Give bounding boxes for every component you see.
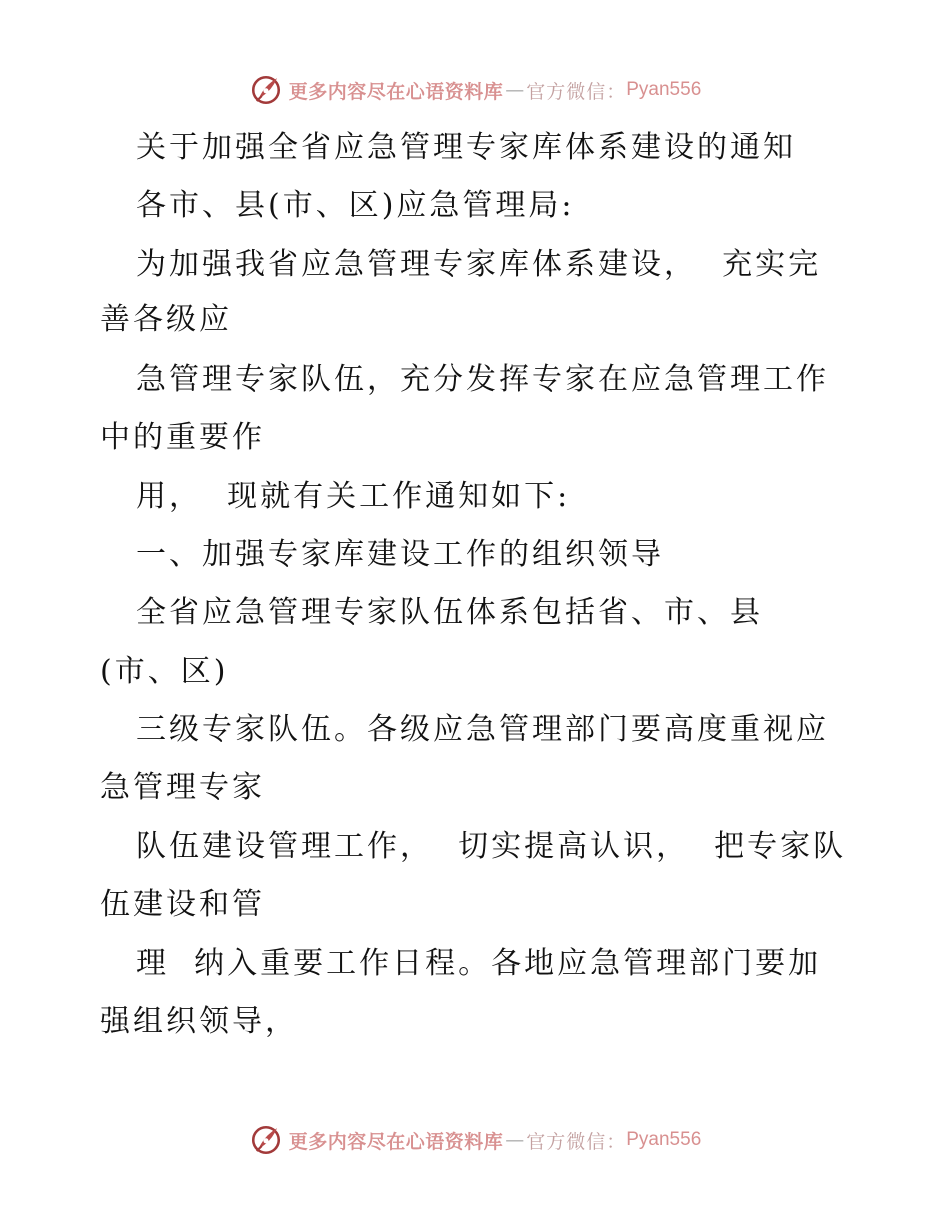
watermark-banner-top xyxy=(0,70,950,110)
watermark-sub-text: 官方微信： xyxy=(526,80,627,103)
watermark-banner-bottom xyxy=(0,1120,950,1160)
watermark-wechat-id: Pyan556 xyxy=(626,1129,702,1150)
body-line: 中的重要作 xyxy=(100,420,265,455)
body-line: 全省应急管理专家队伍体系包括省、市、县 xyxy=(136,595,763,630)
body-line: 急管理专家队伍，充分发挥专家在应急管理工作 xyxy=(136,362,829,397)
document-title: 关于加强全省应急管理专家库体系建设的通知 xyxy=(136,130,796,165)
watermark-main-text: 更多内容尽在心语资料库 xyxy=(288,1130,504,1153)
body-line: 伍建设和管 xyxy=(100,887,265,922)
watermark-dash: — xyxy=(505,1129,525,1151)
watermark-main-text: 更多内容尽在心语资料库 xyxy=(288,80,504,103)
body-line: 急管理专家 xyxy=(100,770,265,805)
watermark-sub-text: 官方微信： xyxy=(526,1130,627,1153)
body-line: 三级专家队伍。各级应急管理部门要高度重视应 xyxy=(136,712,829,747)
watermark-dash: — xyxy=(505,79,525,101)
body-line: 为加强我省应急管理专家库体系建设， 充实完 xyxy=(136,247,822,282)
body-line: 强组织领导， xyxy=(100,1004,298,1039)
body-line: 用， 现就有关工作通知如下: xyxy=(136,479,571,514)
quill-logo-icon xyxy=(249,1123,283,1157)
addressee-line: 各市、县(市、区)应急管理局: xyxy=(136,188,575,223)
quill-logo-icon xyxy=(249,73,283,107)
section-heading: 一、加强专家库建设工作的组织领导 xyxy=(136,537,664,572)
watermark-wechat-id: Pyan556 xyxy=(626,79,702,100)
body-line: (市、区) xyxy=(100,654,229,689)
body-line: 善各级应 xyxy=(100,302,232,337)
body-line: 理 纳入重要工作日程。各地应急管理部门要加 xyxy=(136,946,822,981)
body-line: 队伍建设管理工作， 切实提高认识， 把专家队 xyxy=(136,829,847,864)
